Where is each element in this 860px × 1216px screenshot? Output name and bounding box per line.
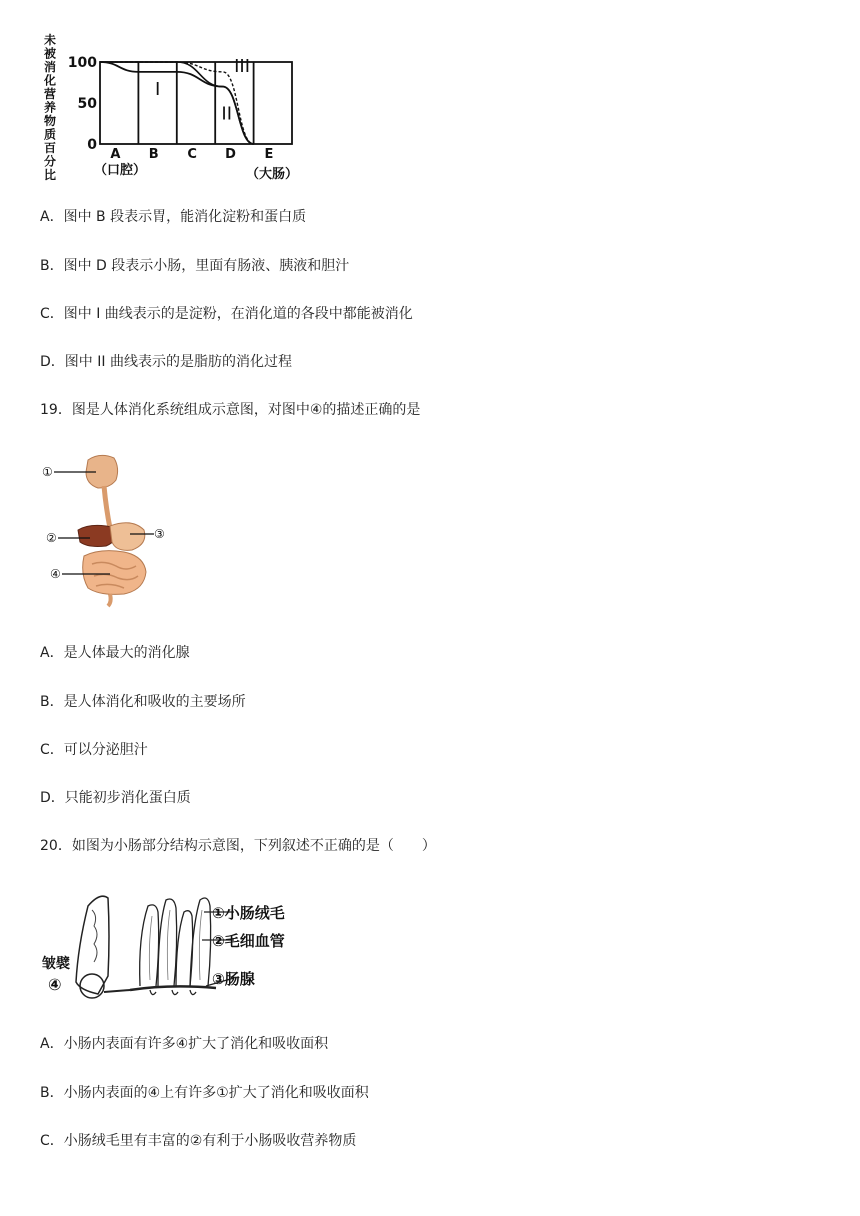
y-label-char: 养 [43,100,57,115]
q19-option-b: B．是人体消化和吸收的主要场所 [40,694,246,710]
stomach [110,523,145,551]
y-label-char: 物 [43,114,57,128]
curve-label-II: II [221,103,233,125]
y-label-char: 被 [43,46,57,61]
digestion-chart [38,30,318,185]
y-label-char: 化 [43,73,57,88]
label-4: ④ [50,567,61,581]
y-tick-label: 0 [87,137,97,153]
label-fold: 皱襞 [42,956,70,972]
q18-option-b: B．图中 D 段表示小肠，里面有肠液、胰液和胆汁 [40,258,350,274]
label-capillary: ②毛细血管 [212,932,285,950]
q19-option-a: A．是人体最大的消化腺 [40,645,190,661]
q20-option-a: A．小肠内表面有许多④扩大了消化和吸收面积 [40,1036,329,1052]
y-label-char: 百 [43,141,57,155]
x-tick-label: A [110,147,121,162]
q20-stem: 20．如图为小肠部分结构示意图，下列叙述不正确的是（ ） [40,838,436,854]
digestion-chart-svg [38,30,318,185]
q20-option-b: B．小肠内表面的④上有许多①扩大了消化和吸收面积 [40,1085,369,1101]
y-label-char: 营 [43,87,57,101]
q19-option-c: C．可以分泌胆汁 [40,742,148,758]
label-gland: ③肠腺 [212,970,255,988]
q19-stem: 19．图是人体消化系统组成示意图，对图中④的描述正确的是 [40,402,421,418]
q19-option-d: D．只能初步消化蛋白质 [40,790,191,806]
digestive-system-figure [40,448,180,608]
x-tick-label: C [187,147,197,162]
esophagus [104,486,110,528]
x-caption-mouth: （口腔） [93,163,147,178]
chart-frame [100,62,292,144]
q18-option-a: A．图中 B 段表示胃，能消化淀粉和蛋白质 [40,209,307,225]
x-tick-label: E [264,147,274,162]
y-label-char: 质 [43,127,57,142]
y-label-char: 消 [43,60,57,74]
y-label-char: 未 [43,33,57,47]
y-tick-label: 100 [67,55,97,71]
small-intestine-illustration [40,886,310,1006]
curve-label-I: I [154,78,161,100]
q18-option-d: D．图中 II 曲线表示的是脂肪的消化过程 [40,354,292,370]
label-1: ① [42,465,53,479]
y-label-char: 比 [43,168,57,182]
curve-label-III: III [234,55,251,77]
x-tick-label: D [225,147,236,162]
digestive-system-illustration [40,448,180,608]
small-intestine-figure [40,886,310,1006]
label-2: ② [46,531,57,545]
q18-option-c: C．图中 I 曲线表示的是淀粉，在消化道的各段中都能被消化 [40,306,413,322]
y-label-char: 分 [43,154,57,169]
y-tick-label: 50 [77,96,97,112]
intestines [83,551,146,595]
label-3: ③ [154,527,165,541]
q20-option-c: C．小肠绒毛里有丰富的②有利于小肠吸收营养物质 [40,1133,357,1149]
label-4-fold: ④ [48,975,62,994]
label-villus: ①小肠绒毛 [212,904,285,922]
x-tick-label: B [148,147,159,162]
x-caption-large-intestine: （大肠） [245,167,299,182]
